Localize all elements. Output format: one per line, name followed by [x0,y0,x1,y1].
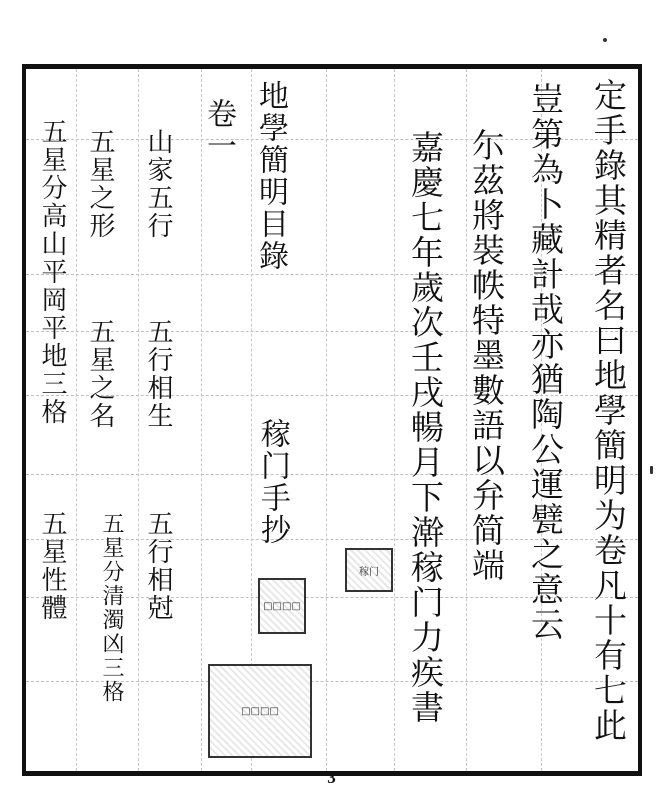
book-title: 地學簡明目錄 [253,80,288,272]
seal-medium-text: □□□□ [263,600,301,612]
copyist-signature: 稼门手抄 [255,418,290,546]
toc-item: 五星性體 [37,510,67,622]
grid-line [394,69,395,771]
toc-item: 五星之形 [85,128,115,240]
preface-column-2: 豈第為卜藏計哉亦猶陶公運甓之意云 [526,82,565,642]
ink-spot [603,38,607,42]
toc-item: 五行相生 [143,318,173,430]
preface-column-1: 定手錄其精者名曰地學簡明为卷凡十有七此 [589,78,628,743]
ink-spot [650,466,653,474]
seal-small-text: 稼门 [359,566,379,578]
preface-column-3: 尓茲將裝帙特墨數語以弁简端 [467,128,506,583]
toc-item: 五星之名 [85,318,115,430]
toc-item: 五星分清濁凶三格 [99,512,124,704]
preface-column-4: 嘉慶七年歲次壬戌暢月下澣稼门力疾書 [406,130,445,725]
grid-line [326,69,327,771]
seal-large-stamp [208,664,312,758]
toc-item: 五行相尅 [143,510,173,622]
grid-line [138,69,139,771]
toc-item: 山家五行 [143,128,173,240]
grid-line [76,69,77,771]
seal-large-text: □□□□ [241,705,279,717]
seal-medium-stamp [258,578,306,634]
volume-label: 卷一 [201,98,236,162]
seal-small-stamp [345,548,393,592]
page-number: 3 [327,768,336,787]
grid-line [201,69,202,771]
toc-item: 五星分高山平岡平地三格 [37,118,67,426]
